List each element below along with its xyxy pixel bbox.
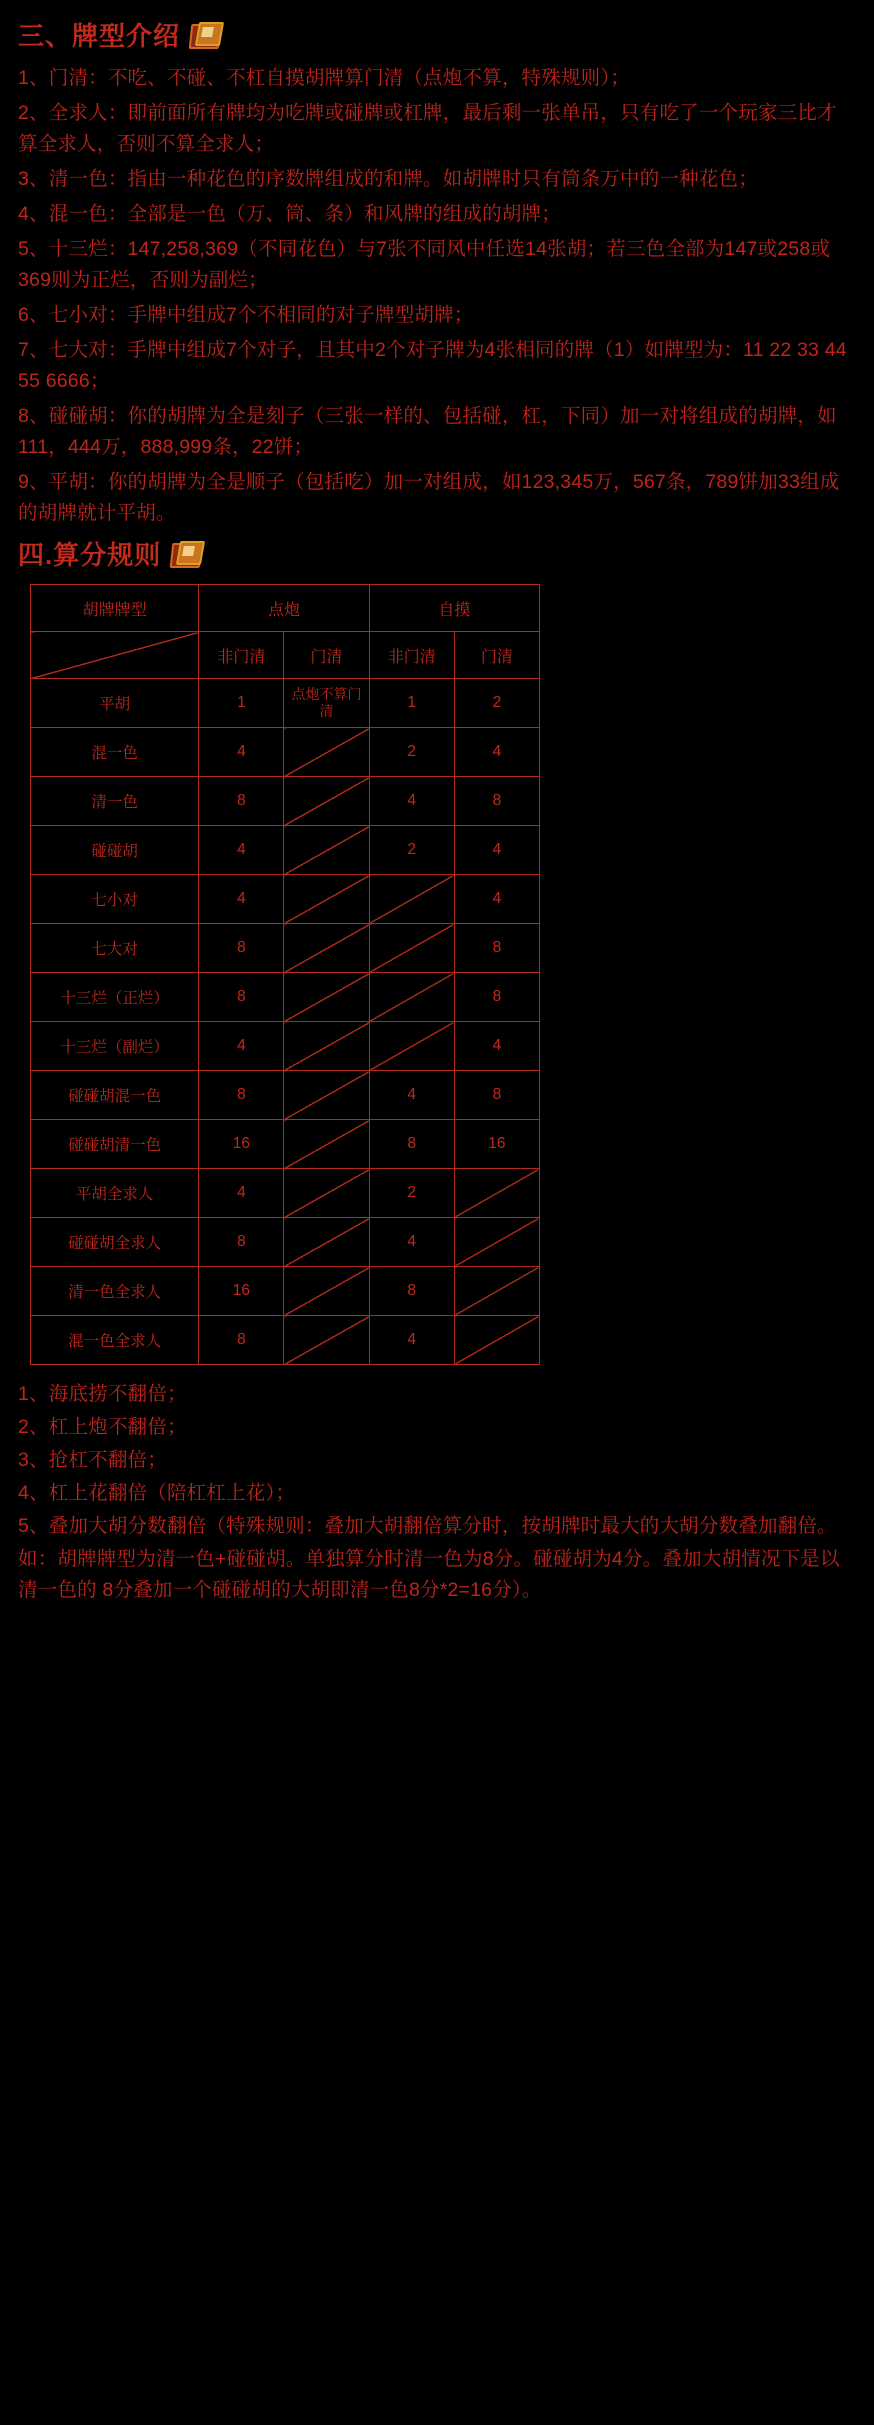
intro-paragraph: 3、清一色：指由一种花色的序数牌组成的和牌。如胡牌时只有筒条万中的一种花色； [18,168,758,190]
cell-dianpao-menqing [284,777,369,826]
table-header-row [31,585,540,632]
note-item: 2、杠上炮不翻倍； [18,1416,187,1438]
header-zimo: 自摸 [369,585,539,632]
table-row [31,924,540,973]
intro-paragraph: 1、门清：不吃、不碰、不杠自摸胡牌算门清（点炮不算，特殊规则）； [18,67,630,89]
cell-dianpao-nonmenqing: 8 [199,1071,284,1120]
header-zimo-nonmenqing: 非门清 [369,632,454,679]
table-row [31,1169,540,1218]
cell-dianpao-nonmenqing: 8 [199,973,284,1022]
cell-dianpao-nonmenqing: 8 [199,777,284,826]
intro-paragraph: 5、十三烂：147,258,369（不同花色）与7张不同风中任选14张胡；若三色全部为147或258或369则为正烂，否则为副烂； [18,238,831,291]
cell-hand-type: 碰碰胡 [31,826,199,875]
table-row [31,679,540,728]
cell-hand-type: 清一色 [31,777,199,826]
cell-dianpao-nonmenqing: 8 [199,1316,284,1365]
table-row [31,1022,540,1071]
note-example: 如：胡牌牌型为清一色+碰碰胡。单独算分时清一色为8分。碰碰胡为4分。叠加大胡情况下是以清一色的 8分叠加一个碰碰胡的大胡即清一色8分*2=16分）。 [18,1548,840,1601]
table-subheader-row [31,632,540,679]
header-zimo-menqing: 门清 [454,632,539,679]
book-icon [190,22,220,48]
cell-hand-type: 平胡 [31,679,199,728]
note-item: 5、叠加大胡分数翻倍（特殊规则：叠加大胡翻倍算分时，按胡牌时最大的大胡分数叠加翻倍。 [18,1515,837,1537]
cell-dianpao-menqing [284,875,369,924]
cell-zimo-menqing: 16 [454,1120,539,1169]
header-hand-type: 胡牌牌型 [31,585,199,632]
cell-hand-type: 混一色 [31,728,199,777]
cell-zimo-nonmenqing: 2 [369,1169,454,1218]
cell-zimo-nonmenqing: 4 [369,1316,454,1365]
cell-hand-type: 碰碰胡混一色 [31,1071,199,1120]
section-heading-intro [18,16,856,53]
cell-dianpao-menqing [284,1071,369,1120]
note-item: 4、杠上花翻倍（陪杠杠上花）； [18,1482,296,1504]
cell-hand-type: 清一色全求人 [31,1267,199,1316]
cell-zimo-menqing: 4 [454,875,539,924]
cell-dianpao-nonmenqing: 8 [199,924,284,973]
cell-zimo-nonmenqing: 4 [369,777,454,826]
note-item: 3、抢杠不翻倍； [18,1449,167,1471]
cell-zimo-nonmenqing: 4 [369,1071,454,1120]
intro-paragraph: 6、七小对：手牌中组成7个不相同的对子牌型胡牌； [18,304,474,326]
score-table [30,584,540,1365]
cell-dianpao-nonmenqing: 4 [199,728,284,777]
cell-dianpao-menqing [284,1267,369,1316]
cell-dianpao-nonmenqing: 1 [199,679,284,728]
intro-paragraph: 2、全求人：即前面所有牌均为吃牌或碰牌或杠牌，最后剩一张单吊，只有吃了一个玩家三比才算全求人，否则不算全求人； [18,102,837,155]
cell-zimo-nonmenqing: 8 [369,1120,454,1169]
header-dianpao-nonmenqing: 非门清 [199,632,284,679]
header-dianpao: 点炮 [199,585,369,632]
cell-dianpao-menqing [284,1218,369,1267]
cell-dianpao-nonmenqing: 8 [199,1218,284,1267]
cell-dianpao-menqing [284,973,369,1022]
cell-zimo-menqing: 2 [454,679,539,728]
cell-dianpao-nonmenqing: 4 [199,826,284,875]
cell-zimo-nonmenqing [369,1022,454,1071]
cell-zimo-nonmenqing [369,924,454,973]
cell-zimo-menqing: 4 [454,728,539,777]
cell-dianpao-menqing [284,826,369,875]
cell-zimo-menqing: 4 [454,1022,539,1071]
cell-zimo-nonmenqing: 2 [369,728,454,777]
cell-zimo-nonmenqing: 1 [369,679,454,728]
table-row [31,1071,540,1120]
cell-dianpao-menqing [284,1169,369,1218]
table-row [31,728,540,777]
cell-dianpao-menqing [284,1022,369,1071]
cell-hand-type: 七大对 [31,924,199,973]
cell-zimo-menqing [454,1267,539,1316]
section-title-rules: 四.算分规则 [18,540,162,570]
table-row [31,777,540,826]
score-table-wrapper [30,584,540,1365]
cell-dianpao-nonmenqing: 4 [199,1022,284,1071]
intro-paragraph: 8、碰碰胡：你的胡牌为全是刻子（三张一样的、包括碰，杠，下同）加一对将组成的胡牌，如111，444万，888,999条，22饼； [18,405,837,458]
intro-paragraph: 4、混一色：全部是一色（万、筒、条）和风牌的组成的胡牌； [18,203,561,225]
cell-hand-type: 七小对 [31,875,199,924]
cell-zimo-menqing [454,1218,539,1267]
cell-hand-type: 碰碰胡清一色 [31,1120,199,1169]
table-row [31,1218,540,1267]
cell-hand-type: 碰碰胡全求人 [31,1218,199,1267]
rules-notes [18,1379,856,1606]
cell-dianpao-nonmenqing: 16 [199,1120,284,1169]
cell-dianpao-nonmenqing: 4 [199,875,284,924]
page-title: 三、牌型介绍 [18,21,181,51]
cell-hand-type: 十三烂（正烂） [31,973,199,1022]
cell-zimo-nonmenqing: 4 [369,1218,454,1267]
cell-zimo-nonmenqing: 8 [369,1267,454,1316]
table-row [31,1316,540,1365]
cell-dianpao-menqing: 点炮不算门清 [284,679,369,728]
table-row [31,826,540,875]
note-item: 1、海底捞不翻倍； [18,1383,187,1405]
cell-zimo-menqing: 8 [454,924,539,973]
cell-dianpao-menqing [284,728,369,777]
cell-dianpao-nonmenqing: 4 [199,1169,284,1218]
section-heading-rules [18,535,856,572]
intro-paragraph: 9、平胡：你的胡牌为全是顺子（包括吃）加一对组成，如123,345万，567条，789饼加33组成的胡牌就计平胡。 [18,471,840,524]
cell-hand-type: 十三烂（副烂） [31,1022,199,1071]
table-row [31,1267,540,1316]
cell-zimo-menqing [454,1316,539,1365]
cell-zimo-menqing: 8 [454,777,539,826]
book-icon [171,541,201,567]
cell-zimo-nonmenqing [369,875,454,924]
cell-zimo-nonmenqing [369,973,454,1022]
intro-paragraphs [18,63,856,529]
cell-dianpao-menqing [284,1120,369,1169]
header-dianpao-menqing: 门清 [284,632,369,679]
cell-zimo-nonmenqing: 2 [369,826,454,875]
cell-zimo-menqing: 4 [454,826,539,875]
cell-dianpao-menqing [284,924,369,973]
cell-hand-type: 平胡全求人 [31,1169,199,1218]
cell-hand-type: 混一色全求人 [31,1316,199,1365]
table-row [31,1120,540,1169]
cell-zimo-menqing: 8 [454,973,539,1022]
header-corner-cell [31,632,199,679]
intro-paragraph: 7、七大对：手牌中组成7个对子，且其中2个对子牌为4张相同的牌（1）如牌型为：11 22 33 44 55 6666； [18,339,847,392]
cell-dianpao-nonmenqing: 16 [199,1267,284,1316]
cell-dianpao-menqing [284,1316,369,1365]
table-row [31,973,540,1022]
cell-zimo-menqing [454,1169,539,1218]
table-row [31,875,540,924]
cell-zimo-menqing: 8 [454,1071,539,1120]
